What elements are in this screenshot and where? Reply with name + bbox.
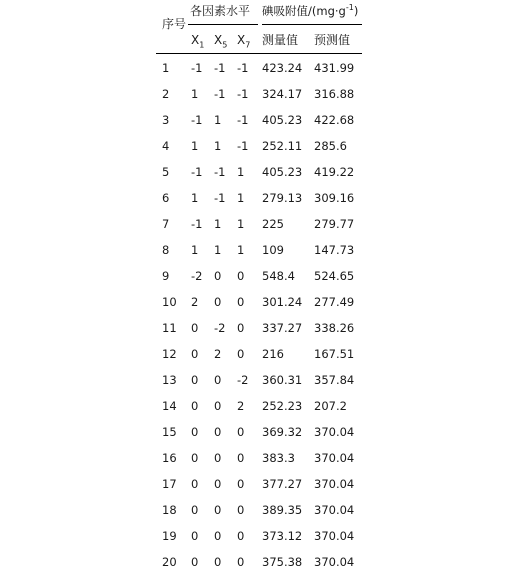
cell-predicted: 207.2 <box>314 399 347 413</box>
cell-no: 13 <box>162 373 177 387</box>
cell-x7: -1 <box>237 61 249 75</box>
cell-predicted: 370.04 <box>314 425 355 439</box>
cell-x7: 0 <box>237 295 245 309</box>
cell-measured: 373.12 <box>262 529 303 543</box>
cell-x7: 0 <box>237 321 245 335</box>
cell-no: 7 <box>162 217 170 231</box>
cell-x7: 0 <box>237 529 245 543</box>
cell-measured: 389.35 <box>262 503 303 517</box>
cell-measured: 405.23 <box>262 113 303 127</box>
cell-x5: 2 <box>214 347 222 361</box>
cell-x7: -1 <box>237 87 249 101</box>
cell-x7: 1 <box>237 217 245 231</box>
cell-predicted: 357.84 <box>314 373 355 387</box>
table-row <box>156 81 362 107</box>
cell-no: 8 <box>162 243 170 257</box>
cell-x5: 0 <box>214 529 222 543</box>
cell-predicted: 147.73 <box>314 243 355 257</box>
cell-predicted: 370.04 <box>314 503 355 517</box>
cell-x5: -1 <box>214 191 226 205</box>
cell-predicted: 524.65 <box>314 269 355 283</box>
cell-no: 19 <box>162 529 177 543</box>
cell-no: 16 <box>162 451 177 465</box>
cell-no: 4 <box>162 139 170 153</box>
cell-x5: 0 <box>214 295 222 309</box>
cell-x7: 0 <box>237 425 245 439</box>
factor-header-x5: $X_5$ <box>214 33 228 50</box>
cell-x5: 1 <box>214 139 222 153</box>
cell-measured: 360.31 <box>262 373 303 387</box>
cell-x5: 1 <box>214 243 222 257</box>
cell-x7: 0 <box>237 347 245 361</box>
cell-x1: 1 <box>191 243 199 257</box>
cell-predicted: 309.16 <box>314 191 355 205</box>
cell-measured: 375.38 <box>262 555 303 569</box>
table-row <box>156 211 362 237</box>
cell-predicted: 285.6 <box>314 139 347 153</box>
table-row <box>156 289 362 315</box>
cell-measured: 337.27 <box>262 321 303 335</box>
adsorption-group-rule <box>262 24 362 25</box>
cell-no: 3 <box>162 113 170 127</box>
cell-no: 10 <box>162 295 177 309</box>
cell-x7: 1 <box>237 243 245 257</box>
table-row <box>156 185 362 211</box>
cell-x7: 0 <box>237 503 245 517</box>
cell-measured: 405.23 <box>262 165 303 179</box>
table-row <box>156 133 362 159</box>
cell-x7: 0 <box>237 477 245 491</box>
cell-measured: 423.24 <box>262 61 303 75</box>
table-row <box>156 107 362 133</box>
cell-no: 14 <box>162 399 177 413</box>
cell-x7: 1 <box>237 191 245 205</box>
cell-x5: 0 <box>214 503 222 517</box>
cell-x1: 0 <box>191 451 199 465</box>
cell-x5: 0 <box>214 373 222 387</box>
cell-x5: 1 <box>214 217 222 231</box>
cell-x1: 1 <box>191 191 199 205</box>
cell-x1: -1 <box>191 61 203 75</box>
cell-measured: 216 <box>262 347 284 361</box>
cell-predicted: 279.77 <box>314 217 355 231</box>
cell-no: 6 <box>162 191 170 205</box>
cell-x7: -1 <box>237 139 249 153</box>
table-row <box>156 315 362 341</box>
cell-x7: 1 <box>237 165 245 179</box>
cell-measured: 548.4 <box>262 269 295 283</box>
table-row <box>156 55 362 81</box>
cell-no: 15 <box>162 425 177 439</box>
cell-x1: 2 <box>191 295 199 309</box>
cell-x5: 1 <box>214 113 222 127</box>
cell-x5: -1 <box>214 87 226 101</box>
cell-x1: -1 <box>191 165 203 179</box>
cell-x5: 0 <box>214 269 222 283</box>
cell-x5: 0 <box>214 451 222 465</box>
cell-x1: 0 <box>191 399 199 413</box>
cell-no: 20 <box>162 555 177 569</box>
cell-predicted: 419.22 <box>314 165 355 179</box>
cell-x1: 1 <box>191 87 199 101</box>
table-body <box>156 55 362 575</box>
cell-measured: 109 <box>262 243 284 257</box>
cell-x5: 0 <box>214 555 222 569</box>
measured-header: 测量值 <box>262 33 299 47</box>
cell-predicted: 370.04 <box>314 477 355 491</box>
cell-x5: -1 <box>214 165 226 179</box>
factor-group-rule <box>188 24 258 25</box>
cell-x1: 0 <box>191 503 199 517</box>
cell-x5: 0 <box>214 477 222 491</box>
cell-x5: 0 <box>214 399 222 413</box>
cell-measured: 324.17 <box>262 87 303 101</box>
cell-no: 18 <box>162 503 177 517</box>
cell-x7: -2 <box>237 373 249 387</box>
cell-measured: 279.13 <box>262 191 303 205</box>
table-row <box>156 419 362 445</box>
cell-predicted: 370.04 <box>314 529 355 543</box>
cell-x7: 0 <box>237 555 245 569</box>
cell-x1: 0 <box>191 555 199 569</box>
factor-header-x7: $X_7$ <box>237 33 251 50</box>
cell-measured: 252.11 <box>262 139 303 153</box>
cell-x1: 0 <box>191 347 199 361</box>
header-bottom-rule <box>156 53 362 54</box>
cell-x1: 1 <box>191 139 199 153</box>
cell-x5: -1 <box>214 61 226 75</box>
cell-x5: -2 <box>214 321 226 335</box>
cell-predicted: 431.99 <box>314 61 355 75</box>
cell-x7: 0 <box>237 451 245 465</box>
cell-measured: 225 <box>262 217 284 231</box>
factor-group-header: 各因素水平 <box>190 4 251 18</box>
cell-x7: 0 <box>237 269 245 283</box>
table-row <box>156 341 362 367</box>
cell-measured: 383.3 <box>262 451 295 465</box>
cell-no: 17 <box>162 477 177 491</box>
cell-x1: -2 <box>191 269 203 283</box>
cell-no: 2 <box>162 87 170 101</box>
cell-predicted: 422.68 <box>314 113 355 127</box>
table-row <box>156 159 362 185</box>
cell-predicted: 316.88 <box>314 87 355 101</box>
cell-no: 1 <box>162 61 170 75</box>
table-row <box>156 523 362 549</box>
cell-predicted: 370.04 <box>314 451 355 465</box>
cell-no: 9 <box>162 269 170 283</box>
cell-x1: 0 <box>191 373 199 387</box>
cell-x5: 0 <box>214 425 222 439</box>
factor-header-x1: $X_1$ <box>191 33 205 50</box>
cell-no: 11 <box>162 321 177 335</box>
table-row <box>156 497 362 523</box>
cell-no: 5 <box>162 165 170 179</box>
table-row <box>156 393 362 419</box>
table-row <box>156 263 362 289</box>
cell-x1: -1 <box>191 217 203 231</box>
cell-x1: -1 <box>191 113 203 127</box>
cell-x1: 0 <box>191 425 199 439</box>
adsorption-group-header: 碘吸附值$/(mg\cdot g^{-1})$ <box>262 3 359 18</box>
cell-no: 12 <box>162 347 177 361</box>
cell-x1: 0 <box>191 529 199 543</box>
table-row <box>156 445 362 471</box>
cell-measured: 377.27 <box>262 477 303 491</box>
predicted-header: 预测值 <box>314 33 351 47</box>
index-header: 序号 <box>162 17 187 31</box>
table-row <box>156 237 362 263</box>
cell-measured: 369.32 <box>262 425 303 439</box>
table-row <box>156 471 362 497</box>
cell-predicted: 338.26 <box>314 321 355 335</box>
cell-x7: 2 <box>237 399 245 413</box>
table-row <box>156 549 362 575</box>
cell-measured: 252.23 <box>262 399 303 413</box>
cell-x7: -1 <box>237 113 249 127</box>
cell-x1: 0 <box>191 321 199 335</box>
table-row <box>156 367 362 393</box>
cell-predicted: 167.51 <box>314 347 355 361</box>
cell-predicted: 370.04 <box>314 555 355 569</box>
cell-measured: 301.24 <box>262 295 303 309</box>
cell-x1: 0 <box>191 477 199 491</box>
cell-predicted: 277.49 <box>314 295 355 309</box>
